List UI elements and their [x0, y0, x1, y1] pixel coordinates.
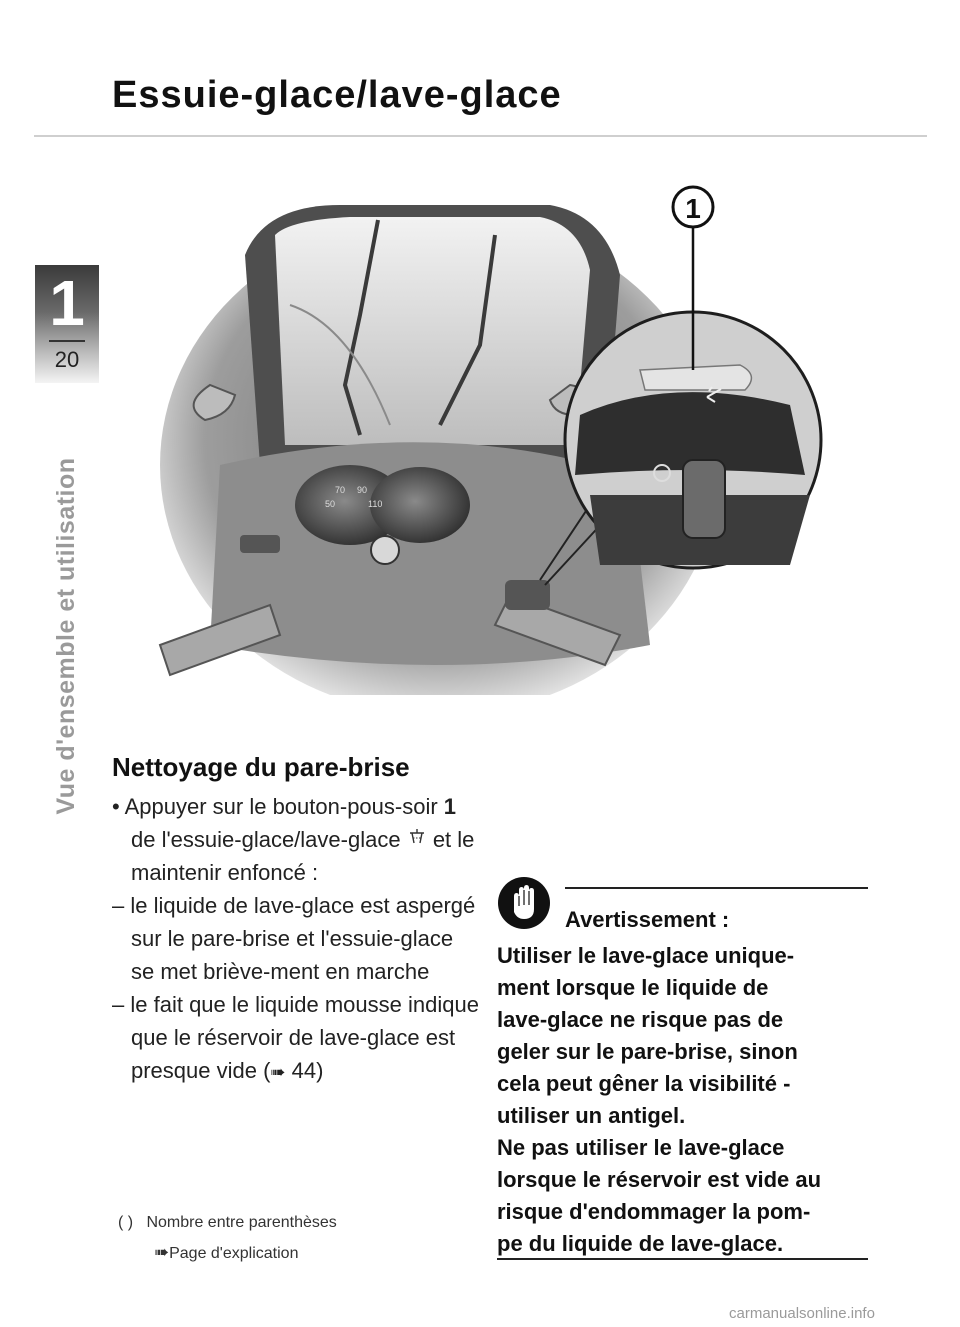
- tachometer: [370, 467, 470, 543]
- warning-bottom-rule: [497, 1258, 868, 1260]
- warning-title: Avertissement :: [565, 907, 730, 932]
- right-switch-block: [505, 580, 550, 610]
- side-section-label: Vue d'ensemble et utilisation: [52, 457, 80, 815]
- footnote-arrow: ➠Page d'explication: [154, 1242, 299, 1263]
- list-item: – le fait que le liquide mousse indique que le réservoir de lave-glace est presque vide (➠ 44): [112, 992, 479, 1083]
- gauge-label: 70: [335, 485, 346, 495]
- callout-number: 1: [685, 193, 701, 224]
- footnote-parens: ( ) Nombre entre parenthèses: [118, 1214, 337, 1231]
- chapter-tab: [35, 265, 99, 383]
- footnotes: [118, 1208, 337, 1269]
- title-divider: [34, 135, 927, 137]
- list-item: • Appuyer sur le bouton-pous-soir 1 de l'essuie-glace/lave-glace et le maintenir enfoncé :: [112, 794, 475, 885]
- warning-top-rule: [565, 887, 868, 889]
- gauge-label: 110: [368, 499, 383, 509]
- windshield: [275, 217, 590, 445]
- chapter-number: 1: [49, 267, 85, 339]
- gauge-label: 90: [357, 485, 368, 495]
- list-item: – le liquide de lave-glace est aspergé sur le pare-brise et l'essuie-glace se met briève-ment en marche: [112, 893, 476, 984]
- scooter-cockpit-illustration: [150, 175, 840, 695]
- section-heading: Nettoyage du pare-brise: [112, 752, 410, 782]
- chapter-divider: [49, 340, 85, 342]
- watermark: carmanualsonline.info: [729, 1305, 875, 1322]
- dash-switches: [240, 535, 280, 553]
- page-ref-arrow-icon: ➠: [154, 1242, 170, 1263]
- page-ref-arrow-icon: ➠: [270, 1062, 286, 1083]
- brand-logo: [371, 536, 399, 564]
- stop-hand-icon: [497, 876, 551, 930]
- page-title: Essuie-glace/lave-glace: [112, 74, 562, 116]
- page-number: 20: [54, 347, 80, 372]
- warning-body: Utiliser le lave-glace unique- ment lorsque le liquide de lave-glace ne risque pas de geler sur le pare-brise, sinon cela peut gêner la visibilité - utiliser un antigel. Ne pas utiliser le lave-glace lorsque le réservoir est vide au risque d'endommager la pom- pe du liquide de lave-glace.: [497, 943, 822, 1256]
- wiper-switch: [683, 460, 725, 538]
- instructions-list: [112, 790, 482, 1089]
- washer-button: [640, 365, 751, 390]
- washer-icon: [407, 827, 427, 847]
- gauge-label: 50: [325, 499, 336, 509]
